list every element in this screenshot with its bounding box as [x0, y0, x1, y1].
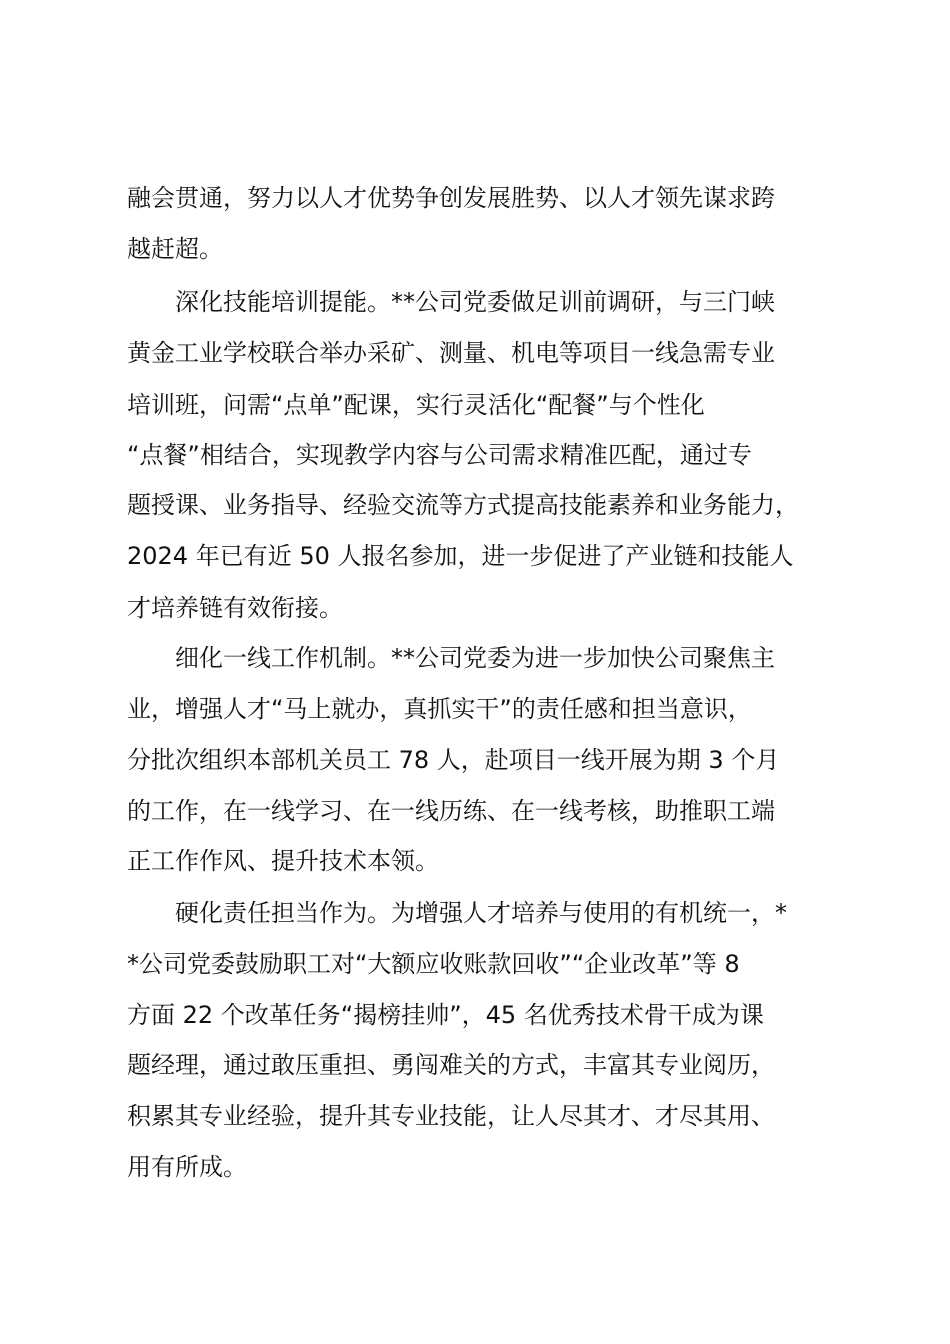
text-line: 方面 22 个改革任务“揭榜挂帅”，45 名优秀技术骨干成为课	[127, 1001, 764, 1029]
paragraph-first-line: 硬化责任担当作为。为增强人才培养与使用的有机统一，*	[175, 899, 787, 927]
text-line: 题授课、业务指导、经验交流等方式提高技能素养和业务能力，	[127, 491, 799, 519]
text-line: 黄金工业学校联合举办采矿、测量、机电等项目一线急需专业	[127, 339, 775, 367]
text-line: 融会贯通，努力以人才优势争创发展胜势、以人才领先谋求跨	[127, 184, 775, 212]
text-line: 分批次组织本部机关员工 78 人，赴项目一线开展为期 3 个月	[127, 746, 780, 774]
paragraph-first-line: 细化一线工作机制。**公司党委为进一步加快公司聚焦主	[175, 644, 775, 672]
text-line: *公司党委鼓励职工对“大额应收账款回收”“企业改革”等 8	[127, 950, 740, 978]
paragraph-first-line: 深化技能培训提能。**公司党委做足训前调研，与三门峡	[175, 288, 775, 316]
text-line: 2024 年已有近 50 人报名参加，进一步促进了产业链和技能人	[127, 542, 794, 570]
text-line: 积累其专业经验，提升其专业技能，让人尽其才、才尽其用、	[127, 1102, 775, 1130]
text-line: 正工作作风、提升技术本领。	[127, 847, 439, 875]
text-line: 题经理，通过敢压重担、勇闯难关的方式，丰富其专业阅历，	[127, 1051, 775, 1079]
text-line: 的工作，在一线学习、在一线历练、在一线考核，助推职工端	[127, 797, 775, 825]
text-line: 用有所成。	[127, 1153, 247, 1181]
text-line: 业，增强人才“马上就办，真抓实干”的责任感和担当意识，	[127, 695, 752, 723]
text-line: “点餐”相结合，实现教学内容与公司需求精准匹配，通过专	[127, 441, 752, 469]
text-line: 才培养链有效衔接。	[127, 594, 343, 622]
text-line: 培训班，问需“点单”配课，实行灵活化“配餐”与个性化	[127, 391, 705, 419]
text-line: 越赶超。	[127, 235, 223, 263]
